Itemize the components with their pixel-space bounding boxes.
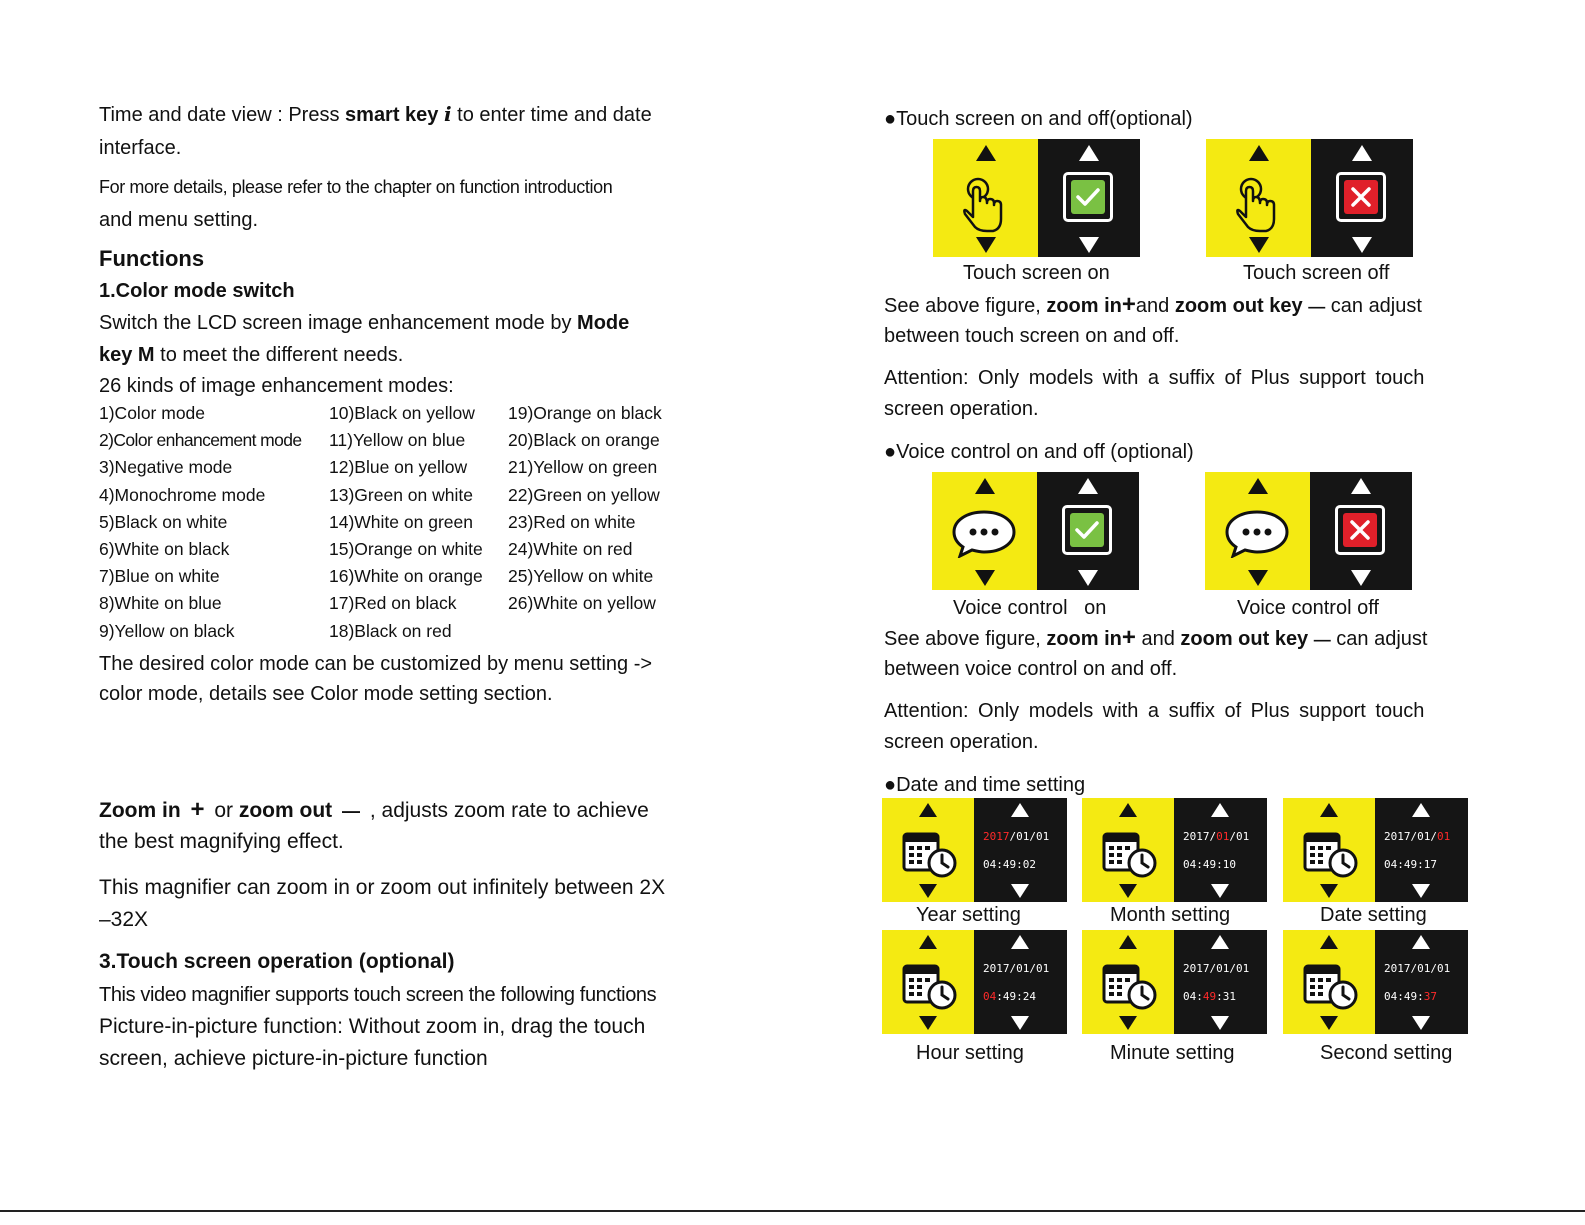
text: and bbox=[1135, 628, 1181, 650]
text: interface. bbox=[99, 137, 182, 159]
mode-item: 13)Green on white bbox=[329, 484, 473, 505]
checkbox-off-icon bbox=[1336, 172, 1386, 222]
time-segment: 37 bbox=[1423, 990, 1437, 1003]
mode-item: 17)Red on black bbox=[329, 593, 457, 614]
arrow-down-icon bbox=[1079, 237, 1099, 253]
screen-panel bbox=[1311, 139, 1413, 257]
text: For more details, please refer to the chapter on function introduction bbox=[99, 177, 613, 197]
date-readout bbox=[1384, 962, 1450, 975]
text: , adjusts zoom rate to achieve bbox=[364, 799, 649, 822]
mode-item: 3)Negative mode bbox=[99, 457, 233, 478]
arrow-down-icon bbox=[976, 237, 996, 253]
minute-setting-caption: Minute setting bbox=[1110, 1042, 1235, 1064]
mode-item: 19)Orange on black bbox=[508, 403, 662, 423]
mode-item: 18)Black on red bbox=[329, 620, 452, 641]
text: can adjust bbox=[1325, 295, 1422, 317]
mode-item: 9)Yellow on black bbox=[99, 620, 235, 641]
arrow-down-icon bbox=[1011, 884, 1029, 898]
minus-icon: — bbox=[1313, 630, 1331, 649]
year-setting-panel bbox=[882, 798, 1067, 902]
calendar-clock-icon bbox=[1102, 830, 1160, 880]
voice-on-panel bbox=[932, 472, 1139, 590]
arrow-up-icon bbox=[919, 803, 937, 817]
mode-item: 4)Monochrome mode bbox=[99, 484, 266, 505]
minus-icon: — bbox=[1308, 297, 1326, 316]
text: the best magnifying effect. bbox=[99, 830, 344, 853]
color-mode-paragraph-2 bbox=[99, 339, 403, 371]
time-segment: 2017/01/01 bbox=[1183, 962, 1250, 975]
modes-column-1 bbox=[99, 400, 302, 645]
mode-item: 10)Black on yellow bbox=[329, 403, 475, 423]
arrow-up-icon bbox=[1248, 478, 1268, 494]
arrow-down-icon bbox=[1320, 884, 1338, 898]
text: to enter time and date bbox=[451, 104, 652, 126]
mode-item: 12)Blue on yellow bbox=[329, 457, 468, 478]
mode-item: 26)White on yellow bbox=[508, 593, 656, 614]
time-segment: 2017 bbox=[983, 830, 1010, 843]
arrow-down-icon bbox=[1211, 884, 1229, 898]
screen-panel bbox=[1038, 139, 1140, 257]
time-segment: 04 bbox=[983, 990, 997, 1003]
time-readout bbox=[1183, 858, 1236, 871]
text: or bbox=[208, 799, 239, 822]
date-readout bbox=[1183, 962, 1249, 975]
time-segment: 2017/ bbox=[1183, 830, 1217, 843]
month-setting-panel bbox=[1082, 798, 1267, 902]
screen-panel bbox=[1174, 798, 1267, 902]
color-mode-heading: 1.Color mode switch bbox=[99, 280, 295, 302]
screen-panel bbox=[1375, 798, 1468, 902]
arrow-down-icon bbox=[919, 1016, 937, 1030]
screen-panel bbox=[974, 798, 1067, 902]
text: screen operation. bbox=[884, 731, 1039, 753]
arrow-up-icon bbox=[1211, 803, 1229, 817]
zoom-in-label: zoom in bbox=[1046, 295, 1122, 317]
attention-text: Attention: Only models with a suffix of Plus support touch bbox=[884, 700, 1425, 722]
text: This magnifier can zoom in or zoom out infinitely between 2X bbox=[99, 876, 666, 899]
zoom-in-label: zoom in bbox=[1046, 628, 1122, 650]
arrow-down-icon bbox=[1211, 1016, 1229, 1030]
text: color mode, details see Color mode setting section. bbox=[99, 683, 553, 705]
second-setting-panel bbox=[1283, 930, 1468, 1034]
mode-item: 23)Red on white bbox=[508, 511, 636, 532]
text: Picture-in-picture function: Without zoom in, drag the touch bbox=[99, 1015, 646, 1038]
arrow-down-icon bbox=[1412, 884, 1430, 898]
time-readout bbox=[1384, 858, 1437, 871]
arrow-down-icon bbox=[1352, 237, 1372, 253]
arrow-up-icon bbox=[919, 935, 937, 949]
mode-item: 25)Yellow on white bbox=[508, 566, 654, 587]
touch-description bbox=[884, 289, 1422, 323]
time-segment: 04: bbox=[1183, 990, 1203, 1003]
arrow-down-icon bbox=[1078, 570, 1098, 586]
text: and menu setting. bbox=[99, 209, 258, 231]
time-segment: 04:49:10 bbox=[1183, 858, 1236, 871]
modes-intro: 26 kinds of image enhancement modes: bbox=[99, 375, 454, 397]
arrow-up-icon bbox=[1079, 145, 1099, 161]
mode-item: 5)Black on white bbox=[99, 511, 228, 532]
time-segment: 04:49: bbox=[1384, 990, 1424, 1003]
calendar-clock-icon bbox=[902, 830, 960, 880]
year-setting-caption: Year setting bbox=[916, 904, 1021, 926]
arrow-down-icon bbox=[1249, 237, 1269, 253]
time-segment: 04:49:17 bbox=[1384, 858, 1437, 871]
time-segment: :31 bbox=[1216, 990, 1236, 1003]
arrow-down-icon bbox=[1320, 1016, 1338, 1030]
text: See above figure, bbox=[884, 295, 1047, 317]
time-date-paragraph bbox=[99, 98, 652, 131]
checkbox-off-icon bbox=[1335, 505, 1385, 555]
mode-item: 6)White on black bbox=[99, 539, 230, 560]
time-segment: 01 bbox=[1216, 830, 1230, 843]
chat-bubble-icon bbox=[1221, 508, 1293, 558]
arrow-down-icon bbox=[1351, 570, 1371, 586]
mode-item: 20)Black on orange bbox=[508, 430, 660, 451]
date-setting-panel bbox=[1283, 798, 1468, 902]
plus-icon: + bbox=[1121, 624, 1136, 651]
voice-off-caption: Voice control off bbox=[1237, 597, 1379, 619]
zoom-in-label: Zoom in bbox=[99, 799, 181, 822]
mode-item: 15)Orange on white bbox=[329, 539, 483, 560]
touch-screen-heading: ●Touch screen on and off(optional) bbox=[884, 108, 1193, 130]
calendar-clock-icon bbox=[902, 962, 960, 1012]
page-border bbox=[0, 1210, 1585, 1212]
screen-panel bbox=[1037, 472, 1139, 590]
time-readout bbox=[1384, 990, 1437, 1003]
touch-on-caption: Touch screen on bbox=[963, 262, 1110, 284]
mode-item: 16)White on orange bbox=[329, 566, 483, 587]
arrow-up-icon bbox=[1351, 478, 1371, 494]
zoom-out-label: zoom out key bbox=[1174, 295, 1303, 317]
mode-item: 14)White on green bbox=[329, 511, 473, 532]
info-icon: i bbox=[444, 102, 452, 126]
checkbox-on-icon bbox=[1063, 172, 1113, 222]
text: Switch the LCD screen image enhancement mode by bbox=[99, 312, 578, 334]
mode-item: 2)Color enhancement mode bbox=[99, 430, 302, 451]
modes-column-3 bbox=[508, 400, 662, 618]
chat-bubble-icon bbox=[948, 508, 1020, 558]
minute-setting-panel bbox=[1082, 930, 1267, 1034]
touch-off-caption: Touch screen off bbox=[1243, 262, 1390, 284]
time-segment: 2017/01/01 bbox=[983, 962, 1050, 975]
touch-operation-heading: 3.Touch screen operation (optional) bbox=[99, 950, 455, 973]
text: between touch screen on and off. bbox=[884, 325, 1180, 347]
arrow-up-icon bbox=[1011, 803, 1029, 817]
date-time-heading: ●Date and time setting bbox=[884, 774, 1086, 796]
attention-text: Attention: Only models with a suffix of Plus support touch bbox=[884, 367, 1425, 389]
text: screen, achieve picture-in-picture function bbox=[99, 1047, 488, 1070]
color-mode-paragraph bbox=[99, 307, 629, 339]
voice-description bbox=[884, 622, 1427, 656]
time-segment: /01 bbox=[1229, 830, 1250, 843]
time-segment: 2017/01/ bbox=[1384, 830, 1437, 843]
arrow-up-icon bbox=[1119, 803, 1137, 817]
mode-item: 21)Yellow on green bbox=[508, 457, 658, 478]
arrow-down-icon bbox=[1011, 1016, 1029, 1030]
arrow-up-icon bbox=[1412, 803, 1430, 817]
arrow-down-icon bbox=[1248, 570, 1268, 586]
text: –32X bbox=[99, 908, 149, 931]
arrow-up-icon bbox=[1078, 478, 1098, 494]
arrow-up-icon bbox=[1011, 935, 1029, 949]
time-segment: :49:24 bbox=[996, 990, 1036, 1003]
month-setting-caption: Month setting bbox=[1110, 904, 1231, 926]
arrow-up-icon bbox=[1211, 935, 1229, 949]
mode-item: 11)Yellow on blue bbox=[329, 430, 466, 451]
touch-on-panel bbox=[933, 139, 1140, 257]
screen-panel bbox=[1310, 472, 1412, 590]
functions-heading: Functions bbox=[99, 246, 205, 271]
calendar-clock-icon bbox=[1303, 962, 1361, 1012]
touch-off-panel bbox=[1206, 139, 1413, 257]
plus-icon: + bbox=[1121, 291, 1136, 318]
arrow-up-icon bbox=[1249, 145, 1269, 161]
calendar-clock-icon bbox=[1102, 962, 1160, 1012]
modes-column-2 bbox=[329, 400, 483, 645]
mode-item: 1)Color mode bbox=[99, 403, 206, 423]
text: and bbox=[1135, 295, 1175, 317]
mode-item: 8)White on blue bbox=[99, 593, 222, 614]
text: can adjust bbox=[1330, 628, 1428, 650]
text: screen operation. bbox=[884, 398, 1039, 420]
date-readout bbox=[983, 830, 1049, 843]
date-readout bbox=[983, 962, 1049, 975]
date-readout bbox=[1183, 830, 1249, 843]
arrow-down-icon bbox=[1412, 1016, 1430, 1030]
text: See above figure, bbox=[884, 628, 1047, 650]
zoom-paragraph bbox=[99, 794, 649, 827]
date-setting-caption: Date setting bbox=[1320, 904, 1427, 926]
arrow-up-icon bbox=[975, 478, 995, 494]
arrow-down-icon bbox=[1119, 884, 1137, 898]
screen-panel bbox=[974, 930, 1067, 1034]
date-readout bbox=[1384, 830, 1450, 843]
minus-icon: — bbox=[342, 801, 361, 821]
hour-setting-panel bbox=[882, 930, 1067, 1034]
voice-control-heading: ●Voice control on and off (optional) bbox=[884, 441, 1194, 463]
arrow-down-icon bbox=[1119, 1016, 1137, 1030]
text: between voice control on and off. bbox=[884, 658, 1178, 680]
screen-panel bbox=[1375, 930, 1468, 1034]
text: The desired color mode can be customized by menu setting -> bbox=[99, 653, 653, 675]
time-segment: 2017/01/01 bbox=[1384, 962, 1451, 975]
text: to meet the different needs. bbox=[154, 344, 404, 366]
time-readout bbox=[1183, 990, 1236, 1003]
screen-panel bbox=[1174, 930, 1267, 1034]
zoom-out-label: zoom out key bbox=[1180, 628, 1309, 650]
time-segment: 04:49:02 bbox=[983, 858, 1036, 871]
text: Time and date view : Press bbox=[99, 104, 346, 126]
time-segment: 01 bbox=[1436, 830, 1451, 843]
touch-hand-icon bbox=[959, 177, 1009, 233]
arrow-up-icon bbox=[1119, 935, 1137, 949]
voice-off-panel bbox=[1205, 472, 1412, 590]
second-setting-caption: Second setting bbox=[1320, 1042, 1453, 1064]
text: This video magnifier supports touch screen the following functions bbox=[99, 984, 657, 1006]
calendar-clock-icon bbox=[1303, 830, 1361, 880]
smart-key-label: smart key bbox=[345, 104, 439, 126]
arrow-down-icon bbox=[919, 884, 937, 898]
mode-item: 7)Blue on white bbox=[99, 566, 220, 587]
time-segment: 49 bbox=[1202, 990, 1217, 1003]
zoom-out-label: zoom out bbox=[238, 799, 333, 822]
arrow-up-icon bbox=[1320, 803, 1338, 817]
time-segment: /01/01 bbox=[1009, 830, 1050, 843]
mode-key-label: key M bbox=[99, 344, 155, 366]
plus-icon: + bbox=[190, 796, 205, 823]
voice-on-caption: Voice control on bbox=[953, 597, 1107, 619]
time-readout bbox=[983, 990, 1036, 1003]
mode-item: 24)White on red bbox=[508, 539, 633, 560]
checkbox-on-icon bbox=[1062, 505, 1112, 555]
mode-item: 22)Green on yellow bbox=[508, 484, 660, 505]
arrow-up-icon bbox=[976, 145, 996, 161]
arrow-up-icon bbox=[1412, 935, 1430, 949]
arrow-up-icon bbox=[1320, 935, 1338, 949]
arrow-up-icon bbox=[1352, 145, 1372, 161]
touch-hand-icon bbox=[1232, 177, 1282, 233]
mode-key-label: Mode bbox=[577, 312, 630, 334]
arrow-down-icon bbox=[975, 570, 995, 586]
time-readout bbox=[983, 858, 1036, 871]
hour-setting-caption: Hour setting bbox=[916, 1042, 1024, 1064]
